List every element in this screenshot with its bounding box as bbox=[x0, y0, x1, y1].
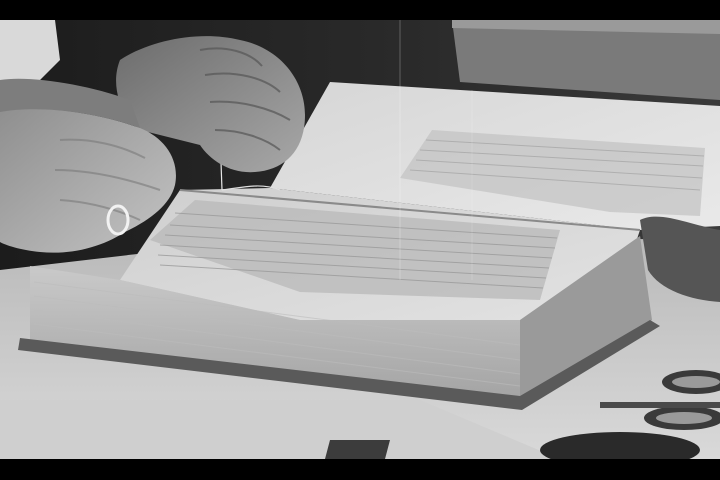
letterbox-bottom bbox=[0, 459, 720, 480]
small-block bbox=[325, 440, 390, 459]
photo-scene bbox=[0, 20, 720, 459]
scene-illustration bbox=[0, 20, 720, 459]
letterbox-top bbox=[0, 0, 720, 20]
